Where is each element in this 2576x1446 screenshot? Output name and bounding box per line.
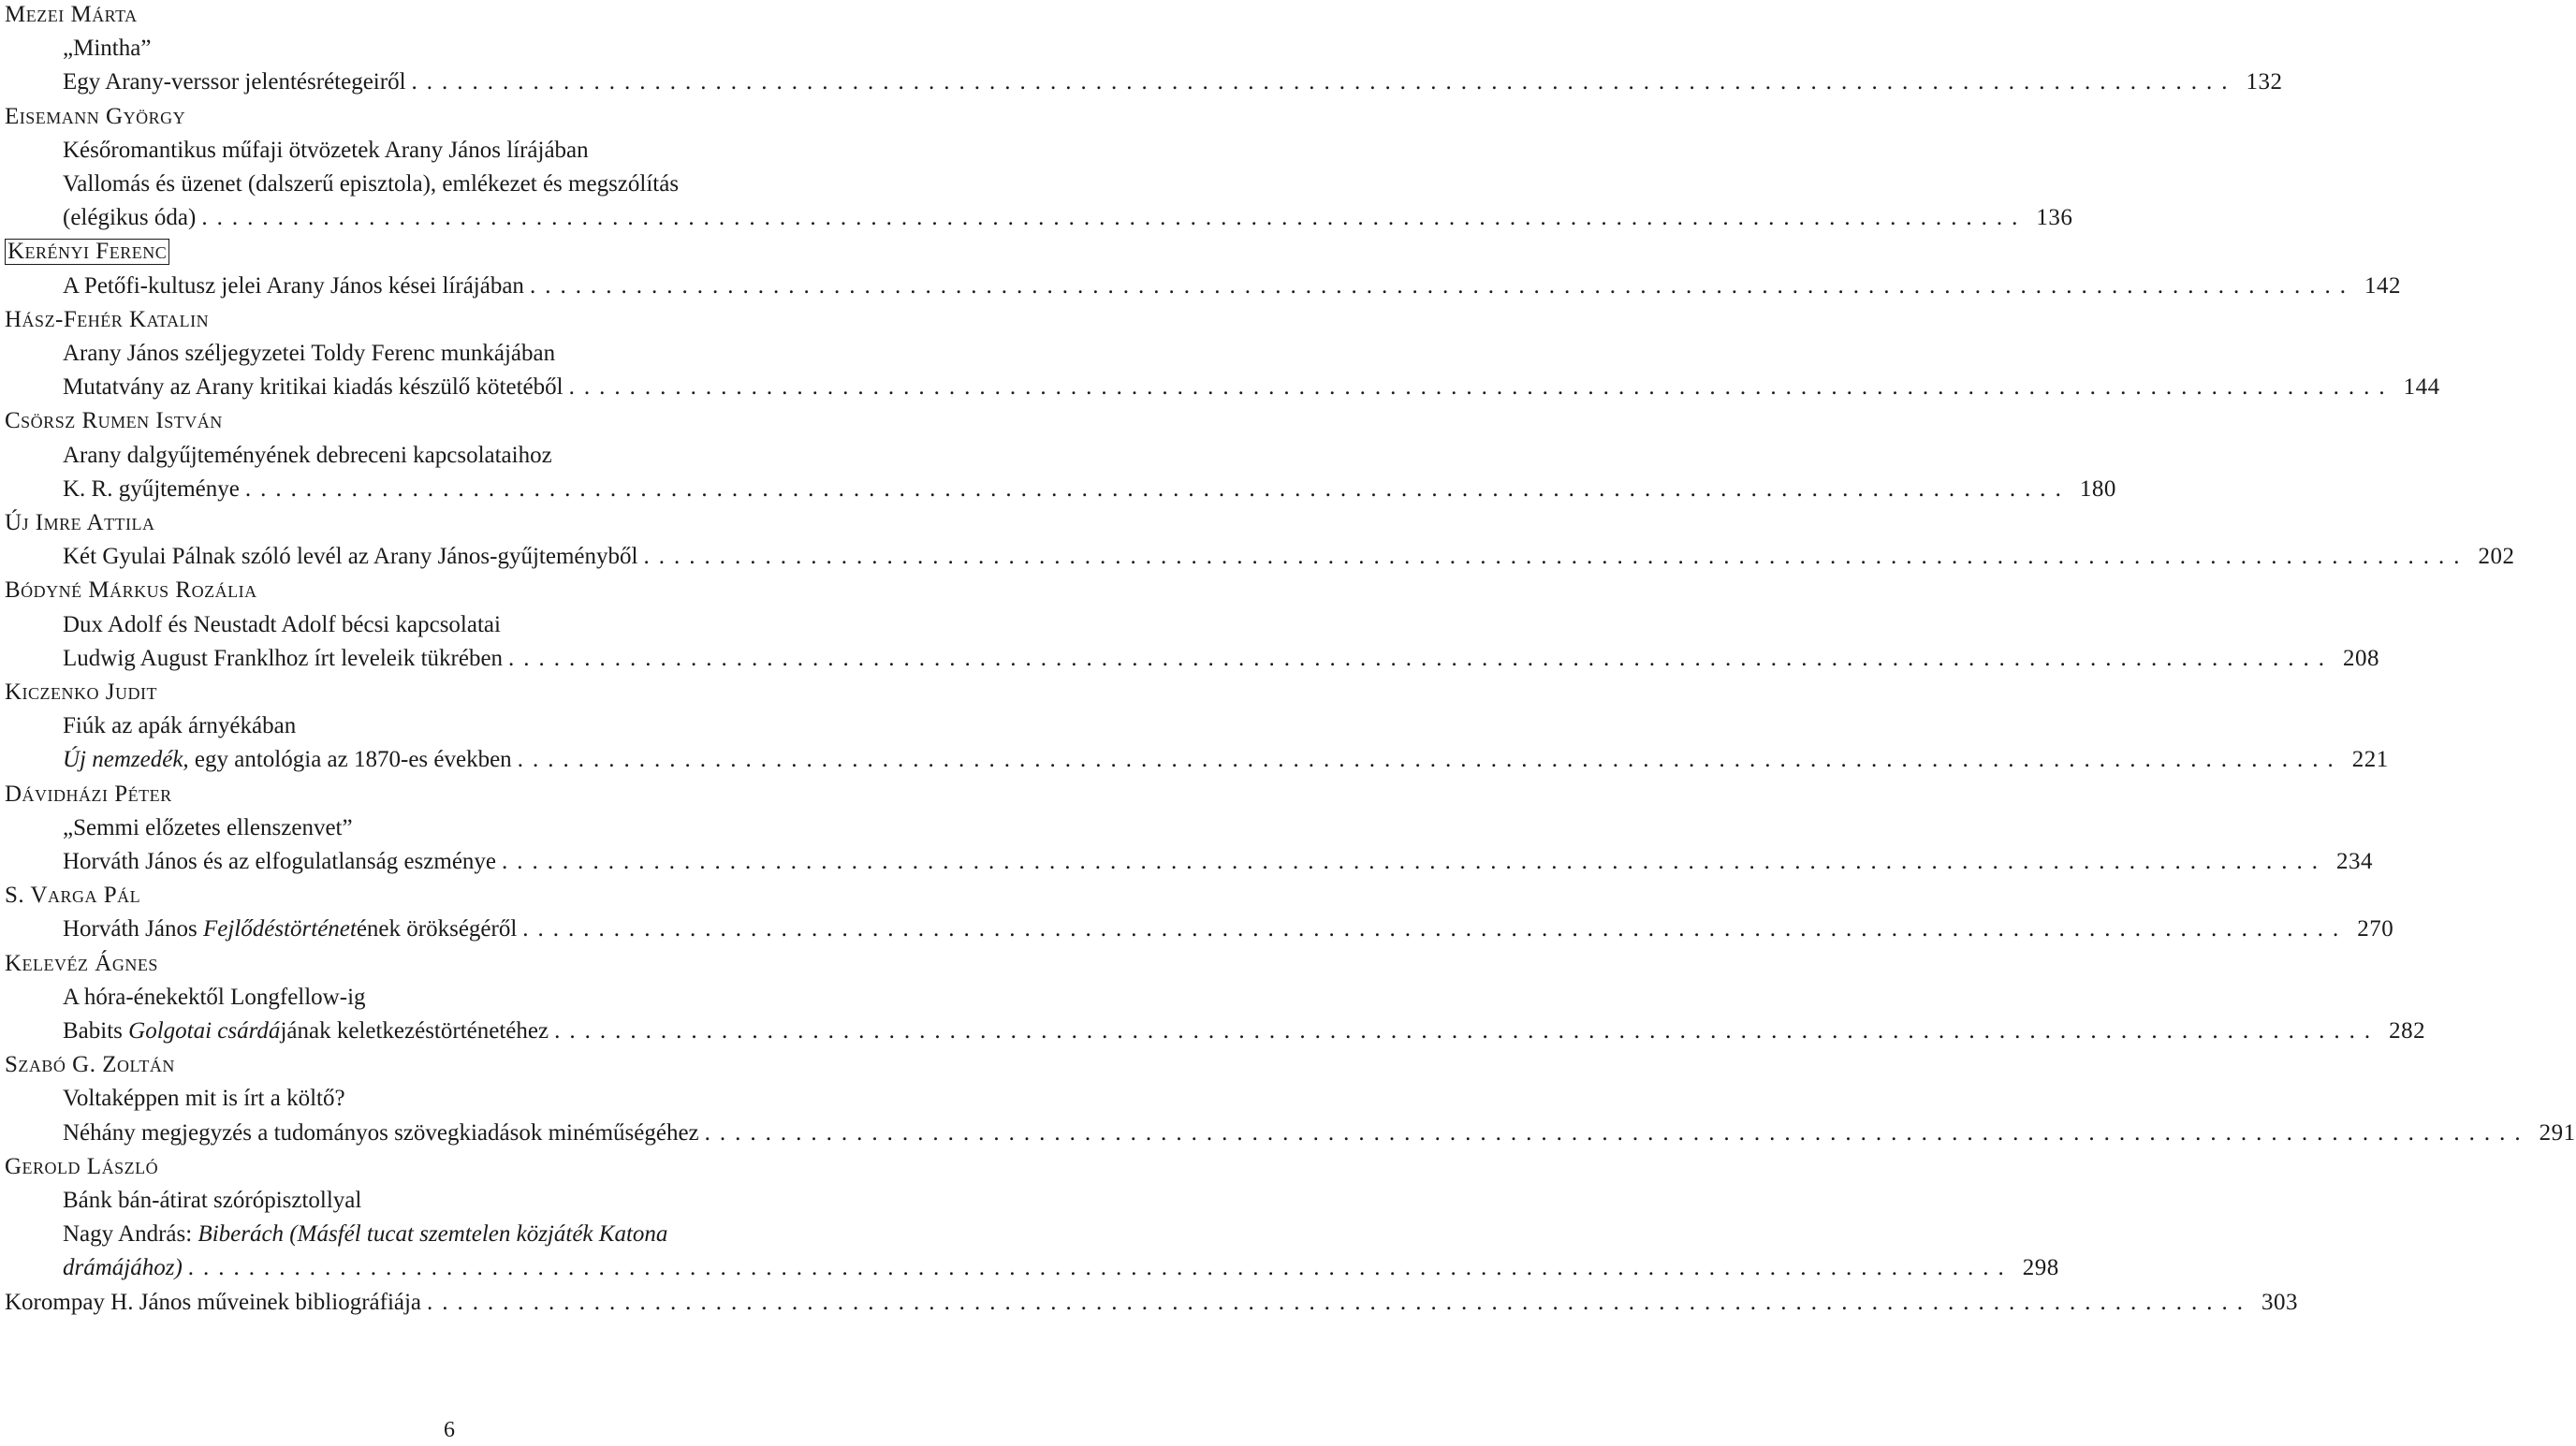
dot-leader: ........................................................................................................................ <box>643 544 2469 570</box>
author-name <box>5 879 896 913</box>
author-label: Dávidházi Péter <box>5 781 172 807</box>
title-line <box>63 1184 896 1218</box>
entry-title <box>63 743 512 777</box>
dot-leader: ........................................................................................................................ <box>427 1289 2253 1315</box>
title-line <box>63 608 896 642</box>
title-text: Voltaképpen mit is írt a költő? <box>63 1086 345 1112</box>
title-text: Mutatvány az Arany kritikai kiadás készülő kötetéből <box>63 374 564 401</box>
author-name <box>5 404 896 438</box>
author-label: Új Imre Attila <box>5 510 155 535</box>
dot-leader: ........................................................................................................................ <box>502 849 2328 874</box>
toc-entry <box>63 1015 2426 1048</box>
title-text: Egy Arany-verssor jelentésrétegeiről <box>63 69 406 95</box>
toc-entry <box>63 371 2440 404</box>
page-ref: 144 <box>2403 374 2440 401</box>
author-label: Szabó G. Zoltán <box>5 1052 175 1078</box>
title-line <box>63 439 896 473</box>
title-text: Korompay H. János műveinek bibliográfiája <box>5 1289 422 1315</box>
toc-entry <box>63 642 2380 676</box>
page-ref: 234 <box>2336 849 2374 874</box>
title-italic: drámájához) <box>63 1255 183 1281</box>
title-text: Horváth János és az elfogulatlanság eszménye <box>63 849 497 874</box>
title-text: Fiúk az apák árnyékában <box>63 713 297 739</box>
author-name <box>5 100 896 134</box>
title-text: Ludwig August Franklhoz írt leveleik tükrében <box>63 645 504 671</box>
author-label: Mezei Márta <box>5 2 138 27</box>
dot-leader: ........................................................................................................................ <box>508 645 2334 671</box>
dot-leader: ........................................................................................................................ <box>554 1018 2380 1044</box>
entry-title <box>63 540 637 574</box>
toc-entry <box>63 743 2389 777</box>
author-name <box>5 303 896 337</box>
page-ref: 298 <box>2022 1255 2059 1281</box>
title-text: Két Gyulai Pálnak szóló levél az Arany János-gyűjteményből <box>63 544 638 570</box>
entry-title <box>63 1117 699 1150</box>
dot-leader: ........................................................................................................................ <box>244 475 2071 502</box>
toc-entry <box>63 1251 2059 1285</box>
author-label: Kelevéz Ágnes <box>5 950 158 976</box>
title-text: jának keletkezéstörténetéhez <box>280 1018 549 1044</box>
toc-entry <box>63 913 2394 946</box>
author-name <box>5 676 896 709</box>
author-label: Hász-Fehér Katalin <box>5 306 210 332</box>
author-name <box>5 1150 896 1184</box>
entry-title <box>63 913 517 946</box>
title-text: „Semmi előzetes ellenszenvet” <box>63 814 353 840</box>
page-ref: 180 <box>2079 475 2116 502</box>
title-text: Nagy András: <box>63 1221 198 1248</box>
author-name <box>5 0 896 32</box>
entry-title <box>63 66 406 99</box>
title-text: „Mintha” <box>63 36 152 62</box>
author-label: Kiczenko Judit <box>5 679 158 705</box>
title-text: Arany dalgyűjteményének debreceni kapcsolataihoz <box>63 442 552 468</box>
title-line <box>63 32 896 66</box>
entry-title <box>63 845 496 879</box>
author-name <box>5 1048 896 1082</box>
page-ref: 142 <box>2364 272 2401 299</box>
dot-leader: ........................................................................................................................ <box>568 374 2394 401</box>
entry-title <box>63 642 503 676</box>
dot-leader: ........................................................................................................................ <box>187 1255 2013 1281</box>
author-label: Bódyné Márkus Rozália <box>5 577 257 604</box>
title-line <box>63 981 896 1015</box>
entry-title <box>63 270 524 303</box>
title-line <box>63 1082 896 1116</box>
author-label: S. Varga Pál <box>5 883 141 909</box>
entry-title <box>63 1015 549 1048</box>
author-name <box>5 235 896 269</box>
title-text: Arany János széljegyzetei Toldy Ferenc munkájában <box>63 341 556 366</box>
title-text: Horváth János <box>63 916 203 942</box>
toc-entry <box>63 66 2283 99</box>
entry-title <box>63 201 196 235</box>
title-text: A hóra-énekektől Longfellow-ig <box>63 984 366 1010</box>
author-name <box>5 506 896 540</box>
title-text: egy antológia az 1870-es években <box>188 747 512 773</box>
dot-leader: ........................................................................................................................ <box>704 1119 2530 1146</box>
dot-leader: ........................................................................................................................ <box>411 69 2237 95</box>
toc-entry <box>63 270 2401 303</box>
page-ref: 303 <box>2261 1289 2299 1315</box>
title-text: Dux Adolf és Neustadt Adolf bécsi kapcsolatai <box>63 611 501 637</box>
toc-entry <box>63 201 2073 235</box>
page-ref: 208 <box>2343 645 2380 671</box>
author-name <box>5 574 896 607</box>
title-italic: Új nemzedék, <box>63 747 189 773</box>
page-ref: 202 <box>2478 544 2515 570</box>
title-text: Bánk bán-átirat szórópisztollyal <box>63 1188 362 1213</box>
page-ref: 136 <box>2036 205 2073 231</box>
title-line <box>63 337 896 371</box>
dot-leader: ........................................................................................................................ <box>529 272 2355 299</box>
title-text: K. R. gyűjteménye <box>63 475 240 502</box>
toc-entry <box>63 473 2116 506</box>
title-text: A Petőfi-kultusz jelei Arany János kései lírájában <box>63 272 524 299</box>
dot-leader: ........................................................................................................................ <box>517 747 2343 773</box>
page-ref: 291 <box>2539 1119 2576 1146</box>
title-text: Néhány megjegyzés a tudományos szövegkiadások minéműségéhez <box>63 1119 699 1146</box>
author-label: Eisemann György <box>5 103 186 129</box>
title-text: Babits <box>63 1018 129 1044</box>
author-label: Csörsz Rumen István <box>5 408 223 434</box>
title-text: (elégikus óda) <box>63 205 197 231</box>
title-line <box>63 168 896 201</box>
entry-title <box>63 1251 183 1285</box>
title-line <box>63 1218 896 1251</box>
dot-leader: ........................................................................................................................ <box>201 205 2027 231</box>
page-ref: 221 <box>2351 747 2389 773</box>
toc-entry <box>63 845 2374 879</box>
toc-entry <box>63 540 2515 574</box>
entry-title <box>63 371 564 404</box>
title-italic: Biberách (Másfél tucat szemtelen közjáték Katona <box>198 1221 668 1248</box>
title-text: ének örökségéről <box>356 916 518 942</box>
title-italic: Fejlődéstörténet <box>202 916 357 942</box>
toc-entry <box>5 1286 2299 1320</box>
title-line <box>63 709 896 743</box>
page-ref: 132 <box>2246 69 2283 95</box>
title-text: Vallomás és üzenet (dalszerű episztola), emlékezet és megszólítás <box>63 171 680 197</box>
author-name <box>5 947 896 981</box>
entry-title <box>63 473 240 506</box>
title-line <box>63 134 896 168</box>
title-italic: Golgotai csárdá <box>128 1018 281 1044</box>
page-number: 6 <box>444 1418 455 1442</box>
title-text: Későromantikus műfaji ötvözetek Arany János lírájában <box>63 137 589 163</box>
title-line <box>63 811 896 845</box>
author-name <box>5 778 896 811</box>
dot-leader: ........................................................................................................................ <box>522 916 2349 942</box>
author-label: Gerold László <box>5 1153 159 1179</box>
toc-entry <box>63 1117 2576 1150</box>
page-ref: 270 <box>2357 916 2394 942</box>
entry-title <box>5 1286 421 1320</box>
author-label: Kerényi Ferenc <box>5 239 169 265</box>
page-ref: 282 <box>2389 1018 2426 1044</box>
